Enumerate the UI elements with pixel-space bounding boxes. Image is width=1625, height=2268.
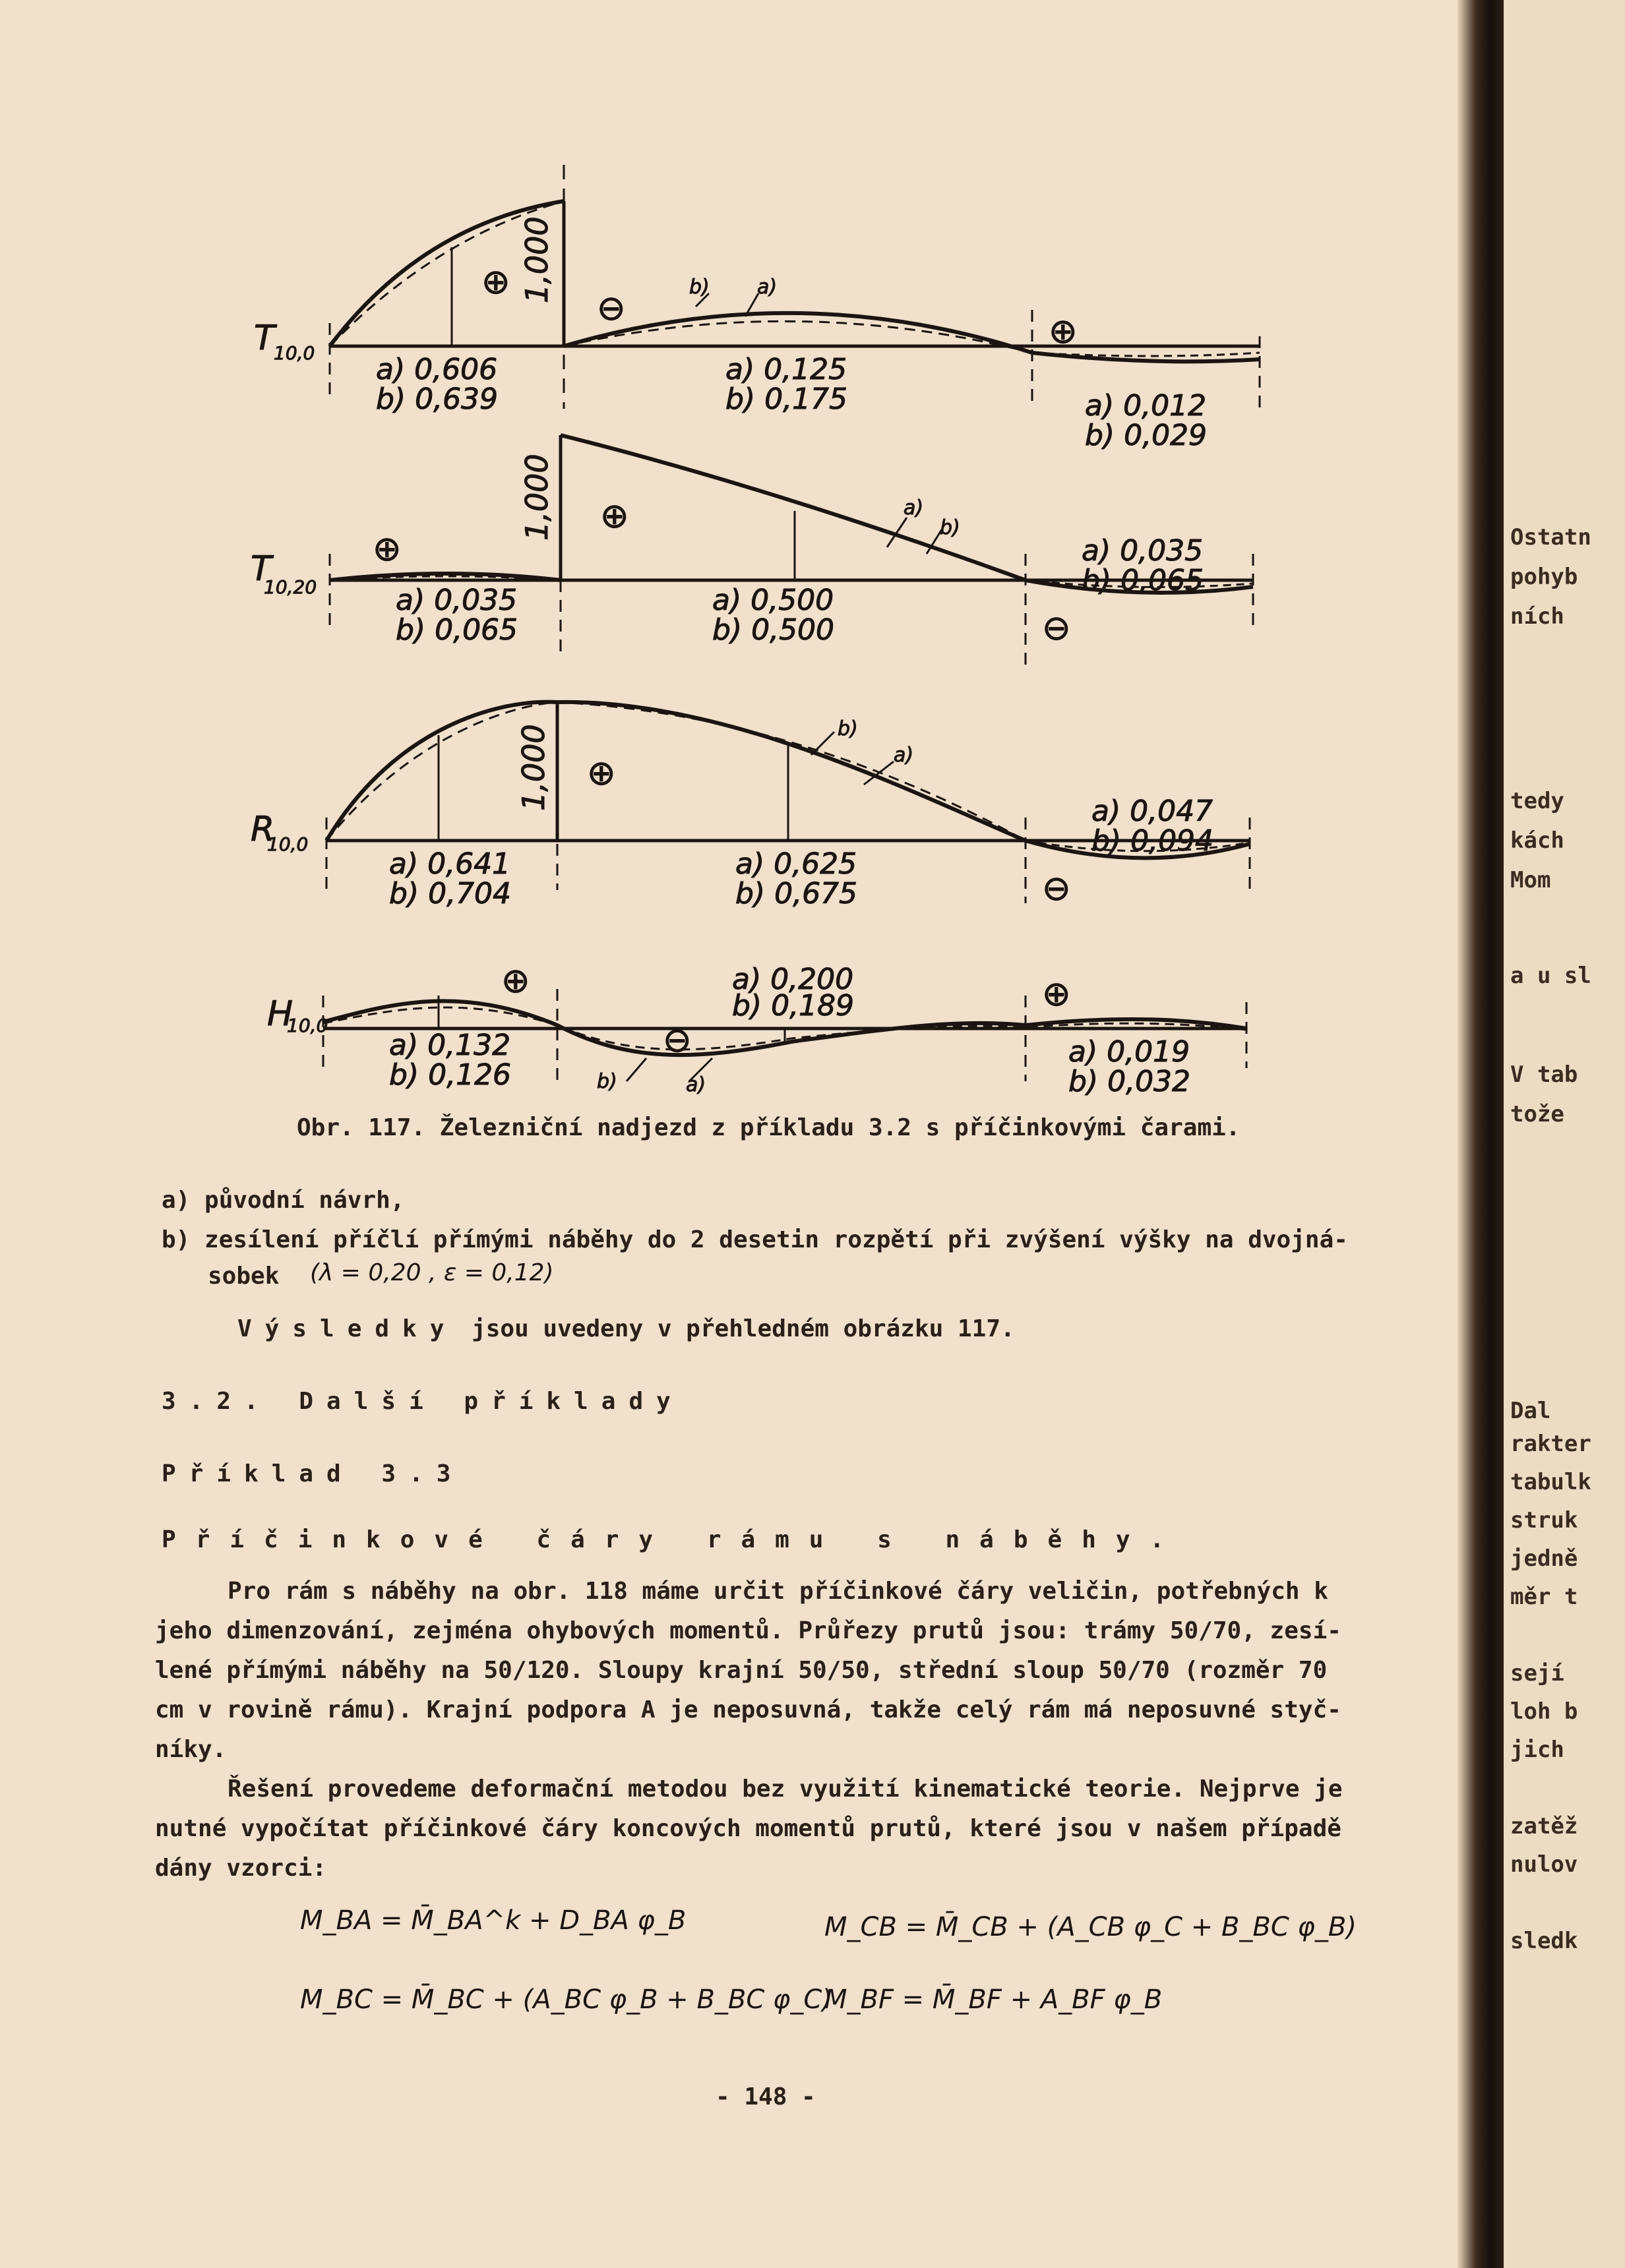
- vertical-value: 1,000: [516, 724, 551, 811]
- right-text: pohyb: [1510, 564, 1578, 590]
- paragraph-line: Řešení provedeme deformační metodou bez využití kinematické teorie. Nejprve je: [228, 1776, 1343, 1803]
- right-text: a u sl: [1510, 963, 1591, 989]
- value-a: a) 0,625: [735, 847, 857, 881]
- right-text: tože: [1510, 1101, 1564, 1127]
- value-b: b) 0,126: [389, 1058, 512, 1092]
- sign-plus-icon: ⊕: [1049, 312, 1078, 351]
- value-a: a) 0,125: [725, 353, 847, 386]
- diagram-label: T: [254, 318, 275, 358]
- right-text: ních: [1510, 603, 1564, 630]
- tag-b: b): [838, 717, 858, 740]
- tag-a: a): [686, 1073, 706, 1096]
- right-page-fragment: [1504, 0, 1625, 2268]
- right-text: jich: [1510, 1737, 1564, 1763]
- value-b: b) 0,032: [1068, 1065, 1191, 1098]
- paragraph-line: jeho dimenzování, zejména ohybových momentů. Průřezy prutů jsou: trámy 50/70, zesí-: [155, 1617, 1341, 1644]
- value-a: a) 0,035: [396, 583, 518, 617]
- right-text: tedy: [1510, 788, 1564, 814]
- formula-mbf: M_BF = M̄_BF + A_BF φ_B: [824, 1984, 1163, 2015]
- right-text: zatěž: [1510, 1813, 1578, 1839]
- diagram-sub: 10,20: [264, 576, 317, 598]
- right-text: struk: [1510, 1507, 1578, 1534]
- diagram-label: R: [251, 810, 275, 849]
- section-heading: 3.2. Další příklady: [162, 1388, 684, 1415]
- paragraph-line: Pro rám s náběhy na obr. 118 máme určit příčinkové čáry veličin, potřebných k: [228, 1578, 1328, 1605]
- results-spaced: Výsledky: [237, 1315, 458, 1342]
- results-line: [237, 1315, 1015, 1342]
- formula-mcb: M_CB = M̄_CB + (A_CB φ_C + B_BC φ_B): [824, 1912, 1357, 1942]
- right-text: kách: [1510, 827, 1564, 854]
- value-a: a) 0,012: [1085, 389, 1207, 423]
- tag-a: a): [894, 744, 914, 767]
- sign-minus-icon: ⊖: [663, 1021, 692, 1060]
- paragraph-line: dány vzorci:: [155, 1855, 327, 1882]
- right-text: V tab: [1510, 1061, 1578, 1088]
- book-gutter: [1457, 0, 1504, 2268]
- paragraph-line: cm v rovině rámu). Krajní podpora A je neposuvná, takže celý rám má neposuvné styč-: [155, 1696, 1341, 1723]
- value-a: a) 0,132: [389, 1029, 511, 1062]
- right-text: loh b: [1510, 1698, 1578, 1725]
- tag-a: a): [757, 276, 778, 299]
- sign-plus-icon: ⊕: [481, 262, 510, 302]
- formula-mba: M_BA = M̄_BA^k + D_BA φ_B: [300, 1905, 687, 1936]
- value-a: a) 0,641: [389, 847, 511, 881]
- diagram-label: H: [267, 994, 293, 1034]
- value-b: b) 0,675: [735, 877, 858, 910]
- value-a: a) 0,606: [376, 353, 498, 386]
- value-b: b) 0,500: [712, 613, 835, 647]
- diagram-sub: 10,0: [274, 342, 315, 364]
- sign-plus-icon: ⊕: [373, 529, 402, 569]
- paragraph-line: lené přímými náběhy na 50/120. Sloupy krajní 50/50, střední sloup 50/70 (rozměr 70: [155, 1657, 1328, 1684]
- right-text: sledk: [1510, 1928, 1578, 1954]
- value-a: a) 0,035: [1082, 534, 1204, 568]
- right-text: měr t: [1510, 1584, 1578, 1610]
- value-b: b) 0,065: [1082, 564, 1204, 597]
- sign-plus-icon: ⊕: [600, 496, 629, 536]
- sign-plus-icon: ⊕: [587, 754, 616, 793]
- sign-minus-icon: ⊖: [1042, 869, 1071, 909]
- sign-minus-icon: ⊖: [597, 289, 626, 328]
- right-text: Mom: [1510, 867, 1551, 893]
- right-text: sejí: [1510, 1660, 1564, 1686]
- paragraph-line: nutné vypočítat příčinkové čáry koncových momentů prutů, které jsou v našem případě: [155, 1815, 1341, 1842]
- formula-mbc: M_BC = M̄_BC + (A_BC φ_B + B_BC φ_C): [300, 1984, 832, 2015]
- right-text: tabulk: [1510, 1469, 1591, 1495]
- example-subtitle: Příčinkové čáry rámu s náběhy.: [162, 1526, 1184, 1553]
- value-b: b) 0,639: [376, 382, 499, 416]
- page-number: - 148 -: [716, 2083, 816, 2110]
- diagram-sub: 10,0: [267, 833, 309, 855]
- handwritten-params: (λ = 0,20 , ε = 0,12): [310, 1259, 554, 1286]
- right-text: rakter: [1510, 1431, 1591, 1457]
- list-item-b: b) zesílení příčlí přímými náběhy do 2 desetin rozpětí při zvýšení výšky na dvojná-: [162, 1226, 1348, 1253]
- value-a: a) 0,019: [1068, 1035, 1190, 1069]
- example-title: Příklad 3.3: [162, 1460, 464, 1487]
- diagram-label: T: [251, 549, 272, 589]
- value-b: b) 0,065: [396, 613, 518, 647]
- value-b: b) 0,175: [725, 382, 848, 416]
- value-a: a) 0,500: [712, 583, 834, 617]
- influence-lines-figure: [0, 132, 1319, 1108]
- figure-caption: Obr. 117. Železniční nadjezd z příkladu 3.2 s příčinkovými čarami.: [297, 1114, 1241, 1141]
- value-a: a) 0,047: [1091, 794, 1213, 828]
- sign-minus-icon: ⊖: [1042, 609, 1071, 648]
- right-text: nulov: [1510, 1851, 1578, 1878]
- list-item-b-cont: sobek: [208, 1263, 280, 1290]
- sign-plus-icon: ⊕: [1042, 974, 1071, 1014]
- tag-b: b): [597, 1070, 617, 1093]
- vertical-value: 1,000: [519, 454, 555, 541]
- right-text: jedně: [1510, 1545, 1578, 1572]
- value-a: a) 0,200: [732, 963, 854, 996]
- tag-b: b): [689, 276, 710, 299]
- list-item-a: a) původní návrh,: [162, 1187, 405, 1214]
- results-rest: jsou uvedeny v přehledném obrázku 117.: [457, 1315, 1015, 1342]
- vertical-value: 1,000: [519, 216, 555, 303]
- value-b: b) 0,704: [389, 877, 512, 910]
- tag-b: b): [940, 516, 960, 539]
- value-b: b) 0,029: [1085, 419, 1208, 452]
- value-b: b) 0,189: [732, 989, 855, 1023]
- tag-a: a): [904, 496, 924, 520]
- right-text: Dal: [1510, 1398, 1551, 1424]
- value-b: b) 0,094: [1091, 824, 1214, 858]
- diagram-sub: 10,0: [287, 1015, 328, 1036]
- right-text: Ostatn: [1510, 524, 1591, 551]
- paragraph-line: níky.: [155, 1736, 227, 1763]
- sign-plus-icon: ⊕: [501, 961, 530, 1001]
